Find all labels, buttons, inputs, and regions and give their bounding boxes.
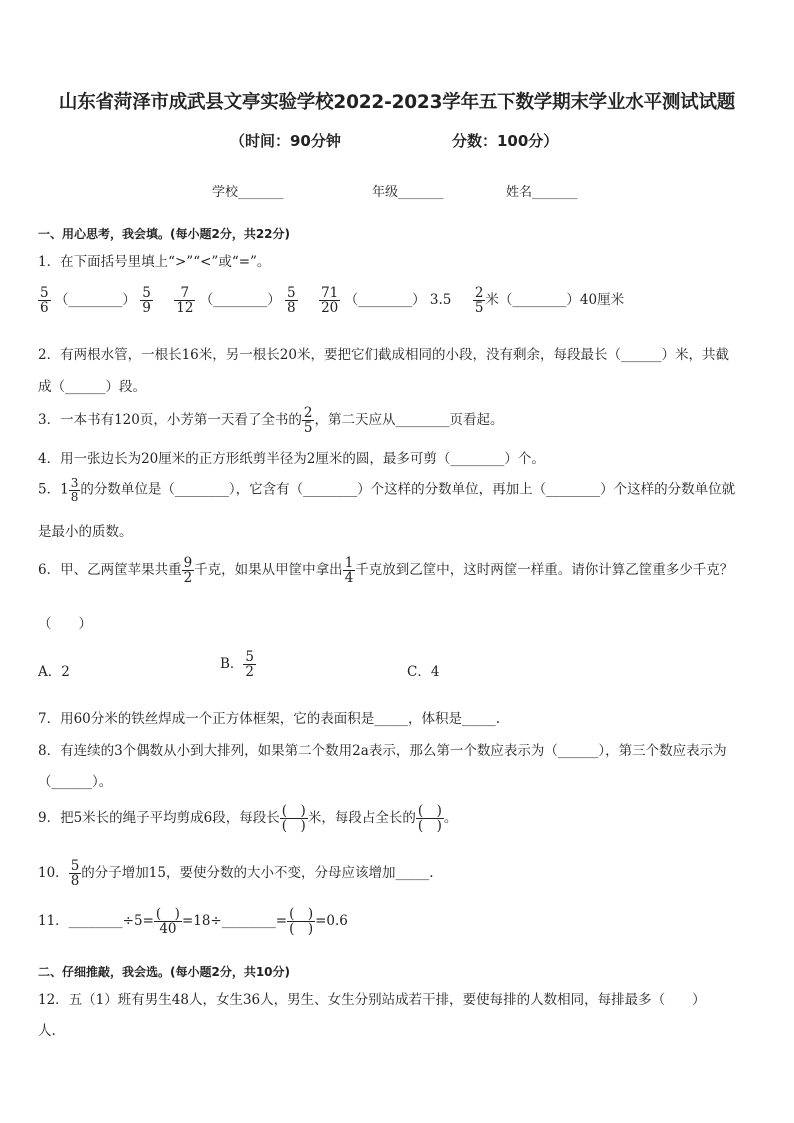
question-11-text: =18÷________= (181, 913, 288, 930)
question-3-tail: ，第二天应从________页看起。 (314, 412, 504, 429)
fraction: $\frac{1}{4}$ (344, 555, 354, 587)
fraction-blank: $\frac{( )}{( )}$ (417, 803, 442, 835)
question-9-text: 9．把5米长的绳子平均剪成6段，每段长 (38, 810, 280, 827)
option-b-label: B． (220, 656, 244, 673)
question-6-text: 6．甲、乙两筐苹果共重 (38, 562, 182, 579)
fraction: $\frac{71}{20}$ (321, 285, 339, 317)
question-6 (38, 556, 733, 585)
section-2-heading: 二、仔细推敲，我会选。(每小题2分，共10分) (38, 965, 291, 979)
fraction: $\frac{5}{6}$ (40, 285, 49, 317)
section-1-heading: 一、用心思考，我会填。(每小题2分，共22分) (38, 227, 291, 241)
question-10-text: 的分子增加15，要使分数的大小不变，分母应该增加_____. (81, 865, 434, 882)
question-11-text: 11．________÷5= (38, 913, 154, 930)
fraction-blank: $\frac{( )}{( )}$ (281, 803, 306, 835)
question-6-text: 千克放到乙筐中，这时两筐一样重。请你计算乙筐重多少千克？ (355, 562, 734, 579)
question-11 (38, 907, 348, 936)
grade-field: 年级_______ (372, 185, 444, 200)
fraction-blank: $\frac{( )}{40}$ (155, 906, 180, 938)
question-2-line-1: 2．有两根水管，一根长16米，另一根长20米，要把它们截成相同的小段，没有剩余，每段最长（______）米，共截 (38, 347, 729, 363)
question-11-text: =0.6 (315, 913, 348, 930)
question-1-text: 1．在下面括号里填上“>”“<”或“=”。 (38, 254, 271, 270)
exam-time: （时间：90分钟 (230, 132, 341, 150)
question-5-text: 的分数单位是（________），它含有（________）个这样的分数单位，再加上（________）个这样的分数单位就 (80, 481, 736, 498)
fraction: $\frac{2}{5}$ (474, 285, 484, 317)
name-field: 姓名_______ (506, 185, 578, 200)
fraction: $\frac{5}{9}$ (142, 285, 151, 317)
fraction: $\frac{5}{8}$ (70, 858, 80, 890)
question-8-line-2: （______）。 (38, 774, 113, 790)
question-number: 10． (38, 865, 69, 882)
question-10 (38, 859, 434, 888)
mixed-whole: 5．1 (38, 481, 69, 498)
question-1-row (38, 286, 624, 315)
answer-blank: （________） (54, 292, 136, 309)
fraction: $\frac{7}{12}$ (176, 285, 194, 317)
question-5-line-2: 是最小的质数。 (38, 524, 133, 540)
question-9-text: 。 (443, 810, 458, 827)
value-text: 3.5 (429, 292, 452, 309)
question-8-line-1: 8．有连续的3个偶数从小到大排列，如果第二个数用2a表示，那么第一个数应表示为（______），第三个数应表示为 (38, 743, 727, 759)
question-9 (38, 804, 457, 833)
fraction: $\frac{3}{8}$ (70, 476, 79, 504)
question-2-line-2: 成（______）段。 (38, 379, 146, 395)
question-5-line-1 (38, 477, 735, 503)
fraction: $\frac{9}{2}$ (183, 555, 193, 587)
fraction: $\frac{2}{5}$ (303, 405, 313, 437)
question-12-line-2: 人. (38, 1023, 56, 1039)
question-3 (38, 406, 503, 435)
school-field: 学校_______ (212, 185, 284, 200)
fraction: $\frac{5}{8}$ (287, 285, 296, 317)
question-6-text: 千克，如果从甲筐中拿出 (194, 562, 343, 579)
option-a[interactable]: A．2 (38, 664, 70, 680)
question-12-line-1: 12．五（1）班有男生48人，女生36人，男生、女生分别站成若干排，要使每排的人数相同，每排最多（ ） (38, 992, 706, 1008)
answer-blank: （________） (344, 292, 426, 309)
fraction-blank: $\frac{( )}{( )}$ (289, 906, 314, 938)
fraction: $\frac{5}{2}$ (245, 649, 255, 681)
option-c[interactable]: C．4 (407, 664, 440, 680)
question-9-text: 米，每段占全长的 (307, 810, 416, 827)
page-title: 山东省菏泽市成武县文亭实验学校2022-2023学年五下数学期末学业水平测试试题 (58, 92, 736, 113)
answer-blank: （________） (199, 292, 281, 309)
answer-blank: 米（________）40厘米 (485, 292, 625, 309)
option-b[interactable] (220, 650, 256, 679)
question-7: 7．用60分米的铁丝焊成一个正方体框架，它的表面积是_____，体积是_____. (38, 711, 501, 727)
exam-score: 分数：100分） (452, 132, 559, 150)
question-4: 4．用一张边长为20厘米的正方形纸剪半径为2厘米的圆，最多可剪（________）个。 (38, 451, 545, 467)
question-3-text: 3．一本书有120页，小芳第一天看了全书的 (38, 412, 302, 429)
answer-paren: （ ） (38, 616, 92, 632)
